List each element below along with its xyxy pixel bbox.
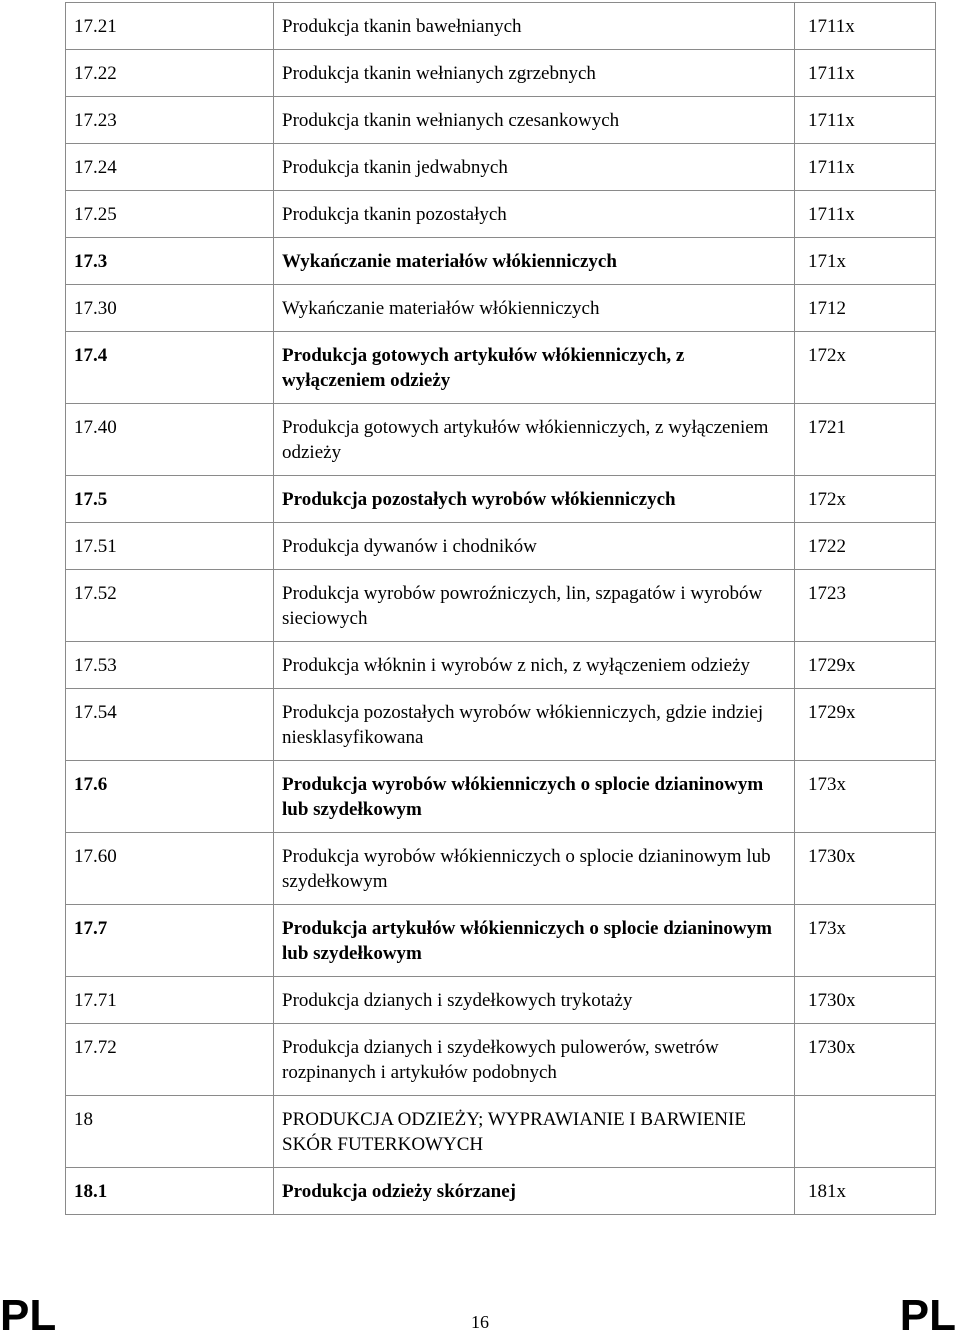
table-row bbox=[66, 97, 936, 144]
page-number: 16 bbox=[471, 1312, 489, 1332]
classification-description: Produkcja gotowych artykułów włókienniczych, z wyłączeniem odzieży bbox=[274, 404, 795, 476]
classification-description: Produkcja tkanin wełnianych zgrzebnych bbox=[274, 50, 795, 97]
classification-code: 17.40 bbox=[66, 404, 274, 476]
classification-code: 17.7 bbox=[66, 905, 274, 977]
classification-code: 17.30 bbox=[66, 285, 274, 332]
classification-description: Produkcja artykułów włókienniczych o splocie dzianinowym lub szydełkowym bbox=[274, 905, 795, 977]
nace-code: 1711x bbox=[795, 97, 936, 144]
footer-country-mark-left: PL bbox=[0, 1291, 57, 1340]
classification-code: 18 bbox=[66, 1096, 274, 1168]
table-row bbox=[66, 332, 936, 404]
classification-description: Produkcja włóknin i wyrobów z nich, z wyłączeniem odzieży bbox=[274, 642, 795, 689]
classification-code: 17.25 bbox=[66, 191, 274, 238]
nace-code: 1712 bbox=[795, 285, 936, 332]
classification-code: 17.72 bbox=[66, 1024, 274, 1096]
nace-code: 1723 bbox=[795, 570, 936, 642]
nace-code: 1730x bbox=[795, 833, 936, 905]
nace-code: 1729x bbox=[795, 642, 936, 689]
nace-code: 171x bbox=[795, 238, 936, 285]
classification-description: Wykańczanie materiałów włókienniczych bbox=[274, 238, 795, 285]
table-row bbox=[66, 689, 936, 761]
classification-description: Produkcja odzieży skórzanej bbox=[274, 1168, 795, 1215]
nace-code: 1729x bbox=[795, 689, 936, 761]
classification-code: 17.21 bbox=[66, 3, 274, 50]
nace-code: 1730x bbox=[795, 1024, 936, 1096]
nace-code bbox=[795, 1096, 936, 1168]
nace-code: 1711x bbox=[795, 50, 936, 97]
nace-code: 173x bbox=[795, 905, 936, 977]
classification-code: 17.60 bbox=[66, 833, 274, 905]
nace-code: 172x bbox=[795, 332, 936, 404]
nace-code: 1711x bbox=[795, 3, 936, 50]
classification-table bbox=[65, 2, 936, 1215]
table-row bbox=[66, 642, 936, 689]
classification-code: 17.22 bbox=[66, 50, 274, 97]
classification-code: 17.23 bbox=[66, 97, 274, 144]
table-body bbox=[66, 3, 936, 1215]
classification-description: Produkcja tkanin jedwabnych bbox=[274, 144, 795, 191]
nace-code: 181x bbox=[795, 1168, 936, 1215]
classification-code: 18.1 bbox=[66, 1168, 274, 1215]
table-row bbox=[66, 191, 936, 238]
table-row bbox=[66, 404, 936, 476]
classification-code: 17.4 bbox=[66, 332, 274, 404]
nace-code: 1722 bbox=[795, 523, 936, 570]
classification-code: 17.52 bbox=[66, 570, 274, 642]
classification-description: Produkcja wyrobów włókienniczych o splocie dzianinowym lub szydełkowym bbox=[274, 761, 795, 833]
table-row bbox=[66, 476, 936, 523]
nace-code: 1730x bbox=[795, 977, 936, 1024]
classification-description: Wykańczanie materiałów włókienniczych bbox=[274, 285, 795, 332]
classification-description: Produkcja dzianych i szydełkowych trykotaży bbox=[274, 977, 795, 1024]
table-row bbox=[66, 238, 936, 285]
table-row bbox=[66, 833, 936, 905]
nace-code: 1711x bbox=[795, 191, 936, 238]
table-row bbox=[66, 1168, 936, 1215]
classification-description: PRODUKCJA ODZIEŻY; WYPRAWIANIE I BARWIENIE SKÓR FUTERKOWYCH bbox=[274, 1096, 795, 1168]
classification-description: Produkcja pozostałych wyrobów włókienniczych bbox=[274, 476, 795, 523]
classification-description: Produkcja wyrobów włókienniczych o splocie dzianinowym lub szydełkowym bbox=[274, 833, 795, 905]
classification-code: 17.5 bbox=[66, 476, 274, 523]
footer-country-mark-right: PL bbox=[899, 1291, 956, 1340]
table-row bbox=[66, 977, 936, 1024]
classification-code: 17.71 bbox=[66, 977, 274, 1024]
nace-code: 173x bbox=[795, 761, 936, 833]
table-row bbox=[66, 285, 936, 332]
table-row bbox=[66, 144, 936, 191]
table-row bbox=[66, 761, 936, 833]
classification-code: 17.3 bbox=[66, 238, 274, 285]
classification-code: 17.54 bbox=[66, 689, 274, 761]
table-row bbox=[66, 1096, 936, 1168]
classification-code: 17.6 bbox=[66, 761, 274, 833]
classification-description: Produkcja gotowych artykułów włókienniczych, z wyłączeniem odzieży bbox=[274, 332, 795, 404]
classification-description: Produkcja tkanin wełnianych czesankowych bbox=[274, 97, 795, 144]
table-row bbox=[66, 3, 936, 50]
nace-code: 1721 bbox=[795, 404, 936, 476]
nace-code: 172x bbox=[795, 476, 936, 523]
table-row bbox=[66, 1024, 936, 1096]
classification-description: Produkcja dzianych i szydełkowych pulowerów, swetrów rozpinanych i artykułów podobnych bbox=[274, 1024, 795, 1096]
table-row bbox=[66, 50, 936, 97]
classification-code: 17.51 bbox=[66, 523, 274, 570]
classification-description: Produkcja pozostałych wyrobów włókienniczych, gdzie indziej niesklasyfikowana bbox=[274, 689, 795, 761]
table-row bbox=[66, 523, 936, 570]
nace-code: 1711x bbox=[795, 144, 936, 191]
classification-description: Produkcja tkanin pozostałych bbox=[274, 191, 795, 238]
table-row bbox=[66, 905, 936, 977]
classification-description: Produkcja tkanin bawełnianych bbox=[274, 3, 795, 50]
classification-code: 17.24 bbox=[66, 144, 274, 191]
classification-description: Produkcja dywanów i chodników bbox=[274, 523, 795, 570]
table-row bbox=[66, 570, 936, 642]
classification-code: 17.53 bbox=[66, 642, 274, 689]
classification-description: Produkcja wyrobów powroźniczych, lin, szpagatów i wyrobów sieciowych bbox=[274, 570, 795, 642]
